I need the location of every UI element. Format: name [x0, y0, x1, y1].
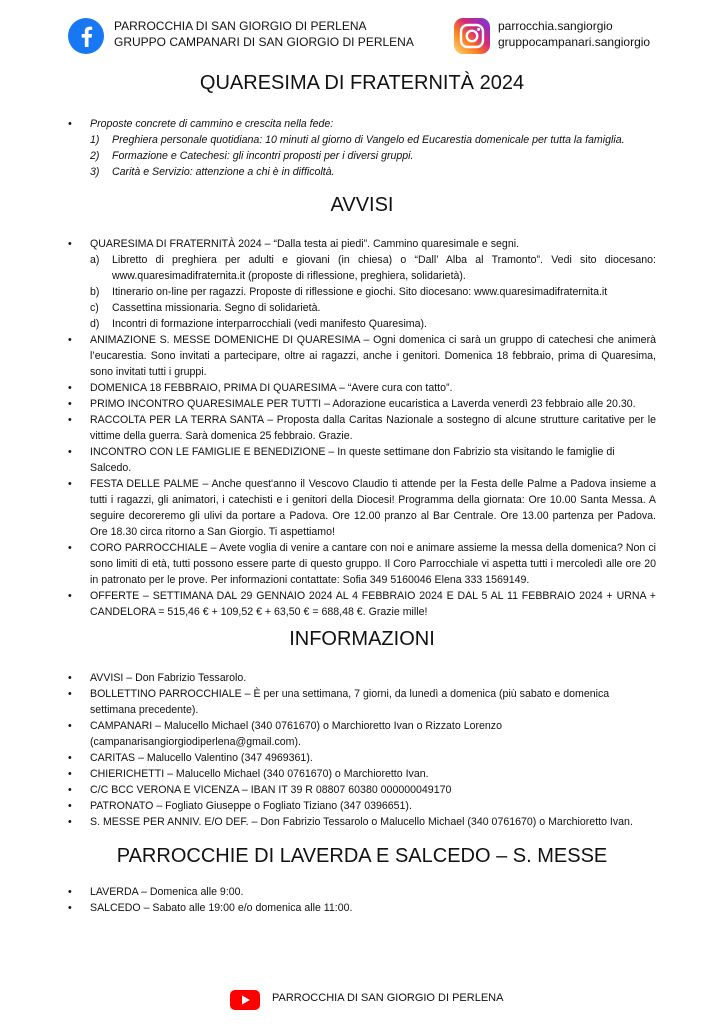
- info-avvisi: • AVVISI – Don Fabrizio Tessarolo.: [68, 670, 656, 686]
- instagram-account-parish[interactable]: parrocchia.sangiorgio: [498, 19, 613, 33]
- facebook-icon[interactable]: [68, 18, 104, 54]
- youtube-channel-name[interactable]: PARROCCHIA DI SAN GIORGIO DI PERLENA: [272, 992, 504, 1004]
- info-messe-anniversario: • S. MESSE PER ANNIV. E/O DEF. – Don Fabrizio Tessarolo o Malucello Michael (340 0761670) o Marchioretto Ivan.: [68, 814, 656, 830]
- avviso-animazione-messe: • ANIMAZIONE S. MESSE DOMENICHE DI QUARESIMA – Ogni domenica ci sarà un gruppo di catechesi che animerà l’eucarestia. Sono invitati a partecipare, oltre ai ragazzi, anche i genitori. Domenica 18 febbraio, prima di Quaresima, sono invitati tutti i gruppi.: [68, 332, 656, 380]
- social-accounts-block: [498, 18, 650, 50]
- info-chierichetti: • CHIERICHETTI – Malucello Michael (340 0761670) o Marchioretto Ivan.: [68, 766, 656, 782]
- list-item: [68, 300, 656, 316]
- youtube-icon[interactable]: [230, 990, 260, 1010]
- avviso-domenica-18: • DOMENICA 18 FEBBRAIO, PRIMA DI QUARESIMA – “Avere cura con tatto”.: [68, 380, 656, 396]
- avvisi-heading: AVVISI: [330, 194, 394, 216]
- list-text: Cassettina missionaria. Segno di solidarietà.: [112, 302, 321, 314]
- list-text: Formazione e Catechesi: gli incontri proposti per i diversi gruppi.: [112, 150, 414, 162]
- info-bollettino: • BOLLETTINO PARROCCHIALE – È per una settimana, 7 giorni, da lunedì a domenica (più sabato e domenica settimana precedente).: [68, 686, 656, 718]
- avviso-coro: • CORO PARROCCHIALE – Avete voglia di venire a cantare con noi e animare assieme la messa della domenica? Non ci sono limiti di età, tutti possono essere parte di questo gruppo. Il Coro Parrocchiale vi aspetta tutti i mercoledì alle ore 20 in patronato per le prove. Per informazioni contattate: Sofia 349 5160046 Elena 333 1569149.: [68, 540, 656, 588]
- avviso-raccolta-terra-santa: • RACCOLTA PER LA TERRA SANTA – Proposta dalla Caritas Nazionale a sostegno di alcune strutture caritative per le vittime della guerra. Sarà domenica 25 febbraio. Grazie.: [68, 412, 656, 444]
- list-text: Itinerario on-line per ragazzi. Proposte di riflessione e giochi. Sito diocesano: www.quaresimadifraternita.it: [112, 286, 608, 298]
- avviso-festa-palme: • FESTA DELLE PALME – Anche quest'anno il Vescovo Claudio ti attende per la Festa delle Palme a Padova insieme a tutti i ragazzi, gli animatori, i catechisti e i genitori della Diocesi! Programma della giornata: Ore 10.00 Santa Messa. A seguire decoreremo gli ulivi da portare a Padova. Ore 12.00 pranzo al Bar Centrale. Ore 13.00 partenza per Padova. Ore 18.30 circa ritorno a San Giorgio. Ti aspettiamo!: [68, 476, 656, 540]
- list-letter: b): [90, 286, 100, 298]
- parish-name-block: [114, 18, 414, 50]
- list-item: [68, 316, 656, 332]
- info-caritas: • CARITAS – Malucello Valentino (347 4969361).: [68, 750, 656, 766]
- messe-laverda: • LAVERDA – Domenica alle 9:00.: [68, 884, 656, 900]
- avviso-primo-incontro: • PRIMO INCONTRO QUARESIMALE PER TUTTI – Adorazione eucaristica a Laverda venerdì 23 febbraio alle 20.30.: [68, 396, 656, 412]
- instagram-icon[interactable]: [454, 18, 490, 54]
- bell-ringers-group-name: GRUPPO CAMPANARI DI SAN GIORGIO DI PERLENA: [114, 35, 414, 49]
- list-number: 3): [90, 166, 100, 178]
- informazioni-heading: INFORMAZIONI: [289, 628, 435, 650]
- messe-section: [68, 884, 656, 916]
- avviso-quaresima: • QUARESIMA DI FRATERNITÀ 2024 – “Dalla testa ai piedi”. Cammino quaresimale e segni.: [68, 236, 656, 252]
- list-number: 2): [90, 150, 100, 162]
- proposte-section: [68, 116, 656, 180]
- avvisi-section: [68, 236, 656, 620]
- list-item: [68, 252, 656, 284]
- proposte-intro: • Proposte concrete di cammino e crescita nella fede:: [68, 116, 656, 132]
- informazioni-section: [68, 670, 656, 830]
- list-text: Libretto di preghiera per adulti e giovani (in chiesa) o “Dall’ Alba al Tramonto”. Vedi sito diocesano: www.quaresimadifraternita.it (proposte di riflessione, preghiera, solidarietà).: [112, 254, 656, 282]
- list-item: [68, 132, 656, 148]
- page-title: QUARESIMA DI FRATERNITÀ 2024: [199, 72, 525, 94]
- instagram-account-bell-ringers[interactable]: gruppocampanari.sangiorgio: [498, 35, 651, 49]
- list-item: [68, 164, 656, 180]
- list-letter: d): [90, 318, 100, 330]
- info-conto-corrente: • C/C BCC VERONA E VICENZA – IBAN IT 39 R 08807 60380 000000049170: [68, 782, 656, 798]
- list-text: Incontri di formazione interparrocchiali (vedi manifesto Quaresima).: [112, 318, 427, 330]
- page-footer: [0, 990, 724, 1010]
- info-campanari: • CAMPANARI – Malucello Michael (340 0761670) o Marchioretto Ivan o Rizzato Lorenzo (campanarisangiorgiodiperlena@gmail.com).: [68, 718, 656, 750]
- parish-name: PARROCCHIA DI SAN GIORGIO DI PERLENA: [114, 19, 367, 33]
- list-letter: c): [90, 302, 99, 314]
- avviso-offerte: • OFFERTE – SETTIMANA DAL 29 GENNAIO 2024 AL 4 FEBBRAIO 2024 E DAL 5 AL 11 FEBBRAIO 2024 + URNA + CANDELORA = 515,46 € + 109,52 € + 63,50 € = 688,48 €. Grazie mille!: [68, 588, 656, 620]
- list-item: [68, 284, 656, 300]
- page-header: [68, 14, 662, 58]
- list-text: Preghiera personale quotidiana: 10 minuti al giorno di Vangelo ed Eucarestia domenicale per tutta la famiglia.: [112, 134, 625, 146]
- list-item: [68, 148, 656, 164]
- list-number: 1): [90, 134, 100, 146]
- messe-salcedo: • SALCEDO – Sabato alle 19:00 e/o domenica alle 11:00.: [68, 900, 656, 916]
- list-text: Carità e Servizio: attenzione a chi è in difficoltà.: [112, 166, 335, 178]
- avviso-incontro-famiglie: • INCONTRO CON LE FAMIGLIE E BENEDIZIONE – In queste settimane don Fabrizio sta visitando le famiglie di Salcedo.: [68, 444, 656, 476]
- info-patronato: • PATRONATO – Fogliato Giuseppe o Fogliato Tiziano (347 0396651).: [68, 798, 656, 814]
- list-letter: a): [90, 254, 100, 266]
- messe-heading: PARROCCHIE DI LAVERDA E SALCEDO – S. MESSE: [116, 845, 608, 867]
